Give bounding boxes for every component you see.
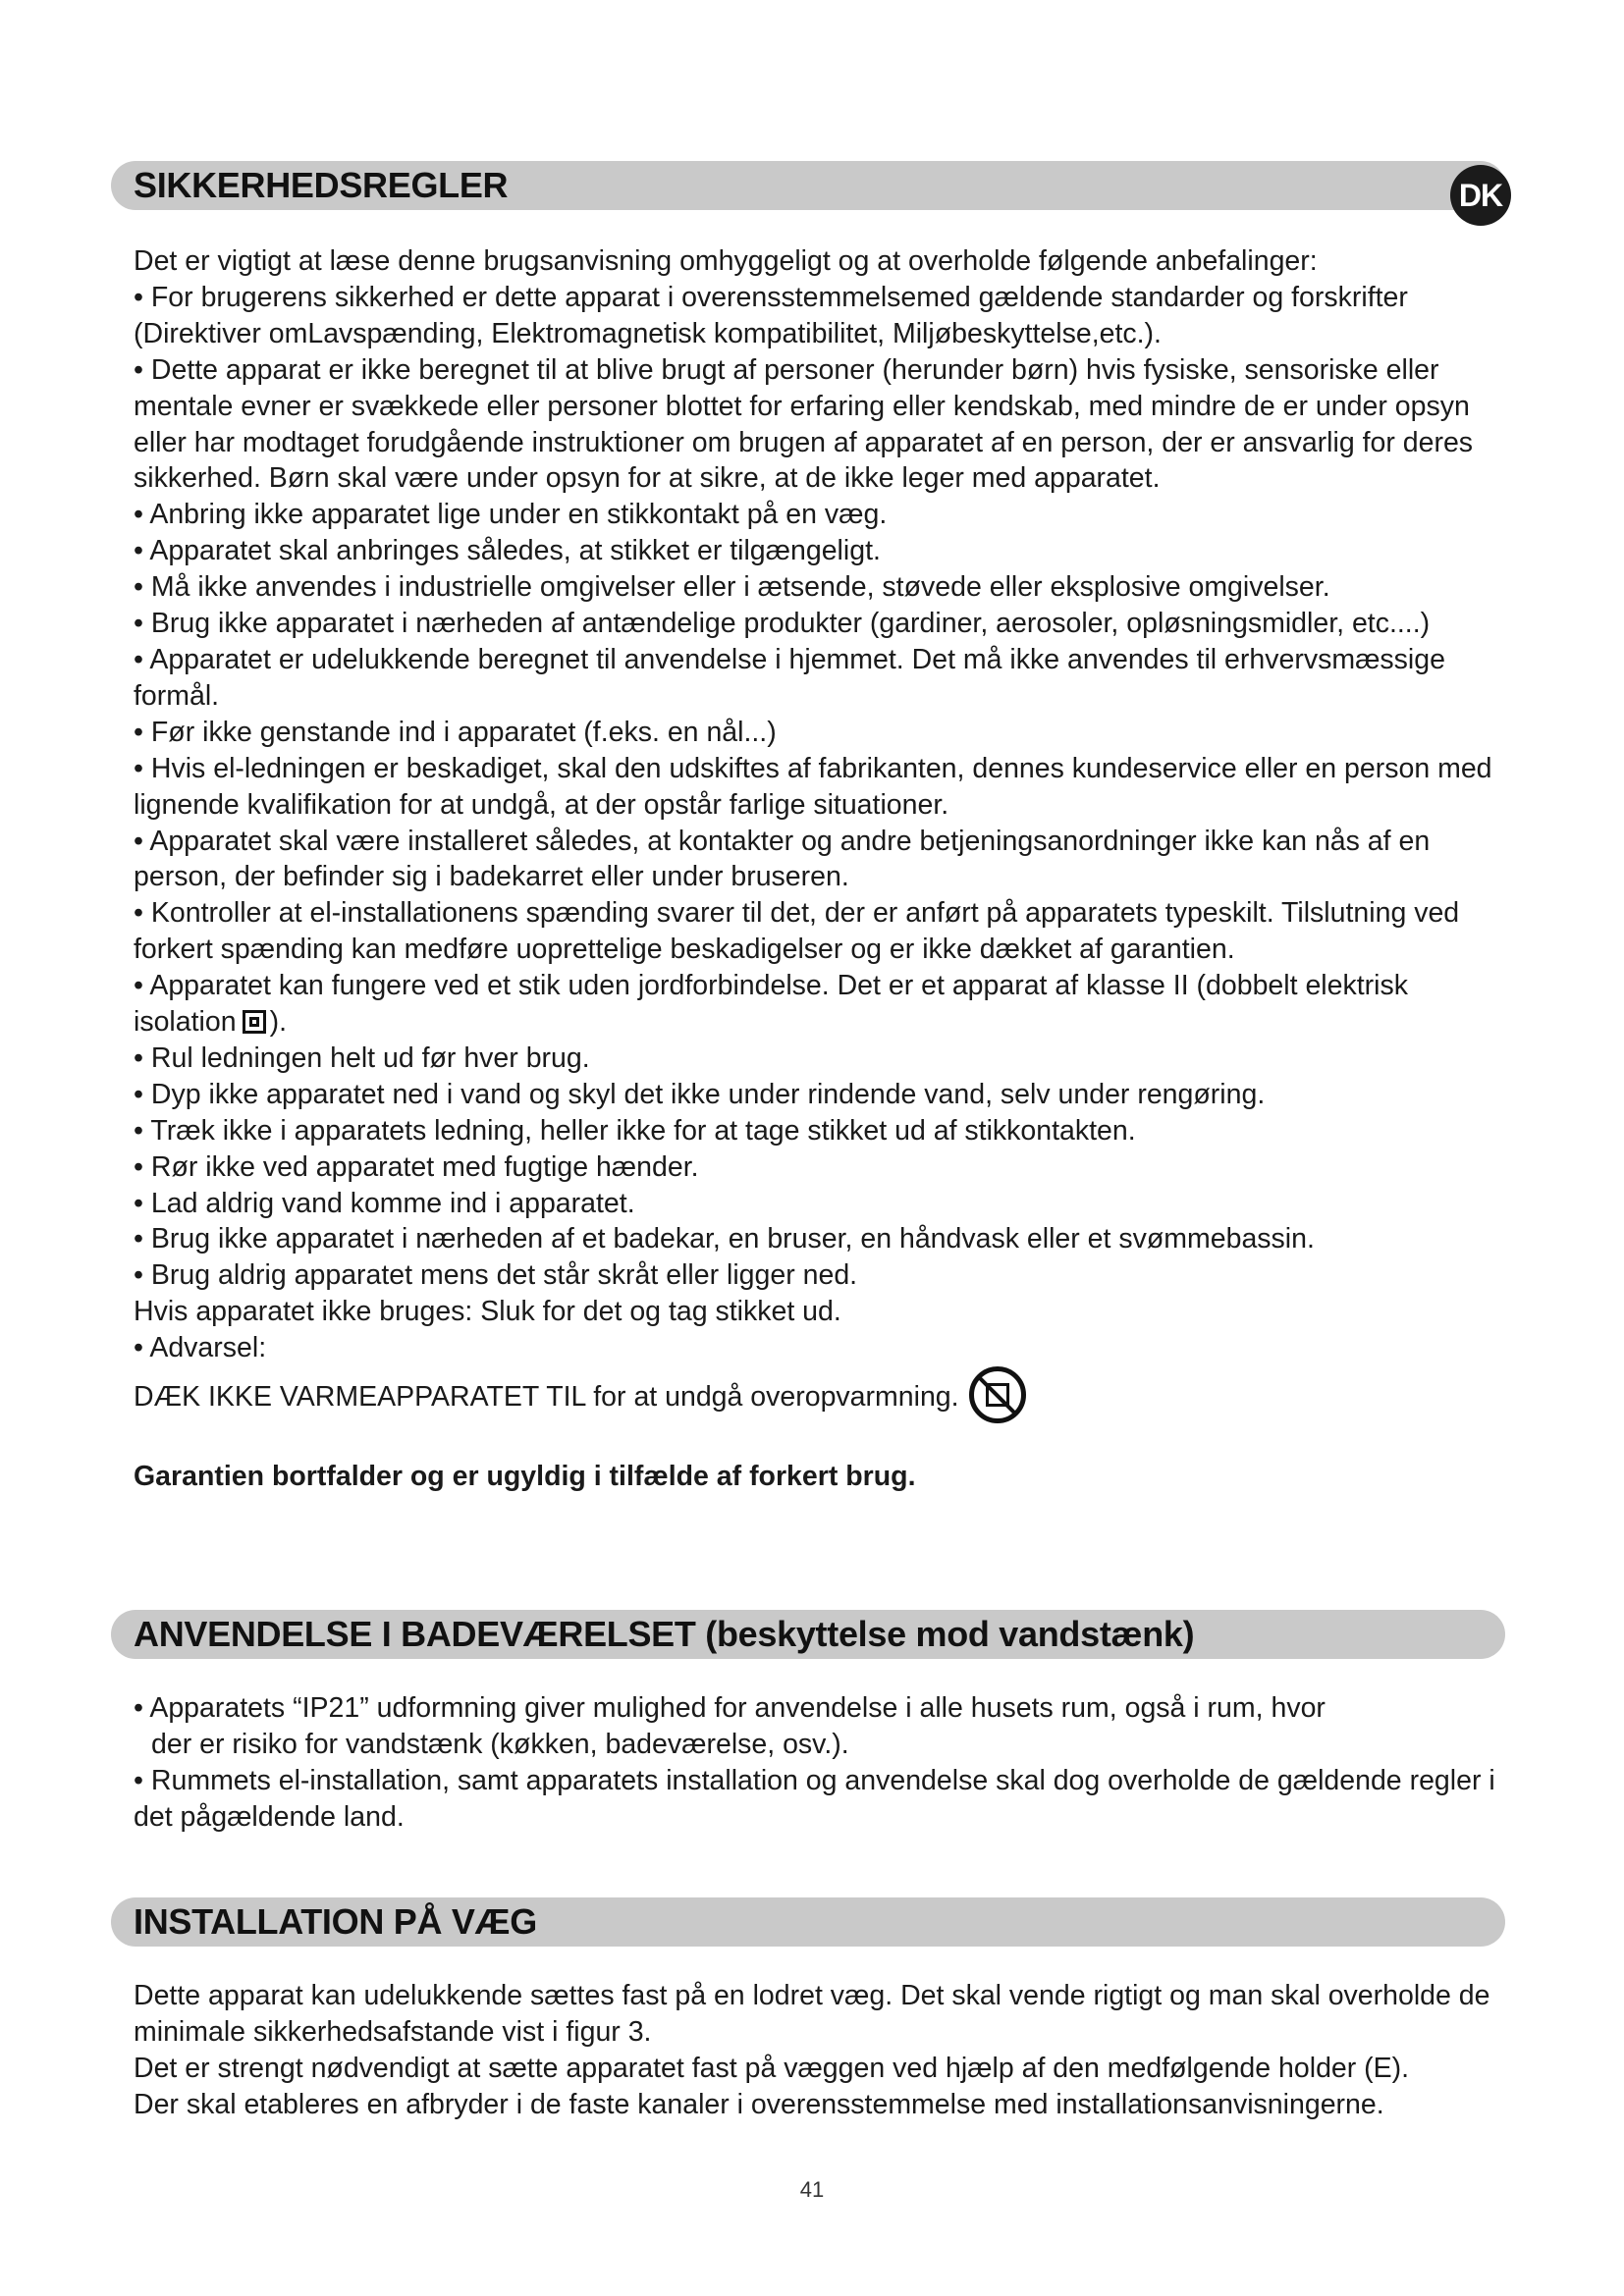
- safety-text: [134, 243, 1508, 1495]
- paragraph: • Lad aldrig vand komme ind i apparatet.: [134, 1187, 635, 1219]
- paragraph: • Træk ikke i apparatets ledning, heller ikke for at tage stikket ud af stikkontakten.: [134, 1114, 1136, 1147]
- section-title: [134, 1614, 1194, 1655]
- bathroom-text: [134, 1690, 1508, 1836]
- warning-paragraph: [134, 1366, 1508, 1423]
- class-ii-close: ).: [269, 1006, 287, 1039]
- paragraph: • Dyp ikke apparatet ned i vand og skyl det ikke under rindende vand, selv under rengøring.: [134, 1078, 1266, 1110]
- paragraph: • Kontroller at el-installationens spænding svarer til det, der er anført på apparatets typeskilt. Tilslutning ved forkert spænding kan medføre uoprettelige beskadigelser og er ikke dækket af garantien.: [134, 897, 1460, 966]
- section-title: SIKKERHEDSREGLER: [134, 165, 509, 205]
- section-title: INSTALLATION PÅ VÆG: [134, 1901, 537, 1942]
- paragraph: Hvis apparatet ikke bruges: Sluk for det og tag stikket ud.: [134, 1296, 841, 1328]
- paragraph: • Brug aldrig apparatet mens det står skråt eller ligger ned.: [134, 1259, 858, 1292]
- warning-text: DÆK IKKE VARMEAPPARATET TIL for at undgå overopvarmning.: [134, 1381, 959, 1414]
- paragraph: der er risiko for vandstænk (køkken, badeværelse, osv.).: [151, 1728, 849, 1760]
- installation-text: [134, 1978, 1508, 2123]
- paragraph: Det er strengt nødvendigt at sætte apparatet fast på væggen ved hjælp af den medfølgende holder (E).: [134, 2052, 1410, 2084]
- paragraph: • Anbring ikke apparatet lige under en stikkontakt på en væg.: [134, 499, 888, 531]
- section-title-main: ANVENDELSE I BADEVÆRELSET: [134, 1614, 696, 1654]
- paragraph: • Brug ikke apparatet i nærheden af et badekar, en bruser, en håndvask eller et svømmebassin.: [134, 1223, 1315, 1255]
- paragraph: • Dette apparat er ikke beregnet til at blive brugt af personer (herunder børn) hvis fysiske, sensoriske eller mentale evner er svækkede eller personer blottet for erfaring eller kendskab, med mindre de er under opsyn eller har modtaget forudgående instruktioner om brugen af apparatet af en person, der er ansvarlig for deres sikkerhed. Børn skal være under opsyn for at sikre, at de ikke leger med apparatet.: [134, 353, 1474, 495]
- paragraph: • Apparatet skal være installeret således, at kontakter og andre betjeningsanordninger ikke kan nås af en person, der befinder sig i badekarret eller under bruseren.: [134, 825, 1431, 893]
- paragraph: • Før ikke genstande ind i apparatet (f.eks. en nål...): [134, 716, 777, 748]
- paragraph: • Apparatets “IP21” udformning giver mulighed for anvendelse i alle husets rum, også i rum, hvor: [134, 1692, 1326, 1724]
- paragraph: • Apparatet er udelukkende beregnet til anvendelse i hjemmet. Det må ikke anvendes til erhvervsmæssige formål.: [134, 643, 1445, 712]
- section-title-sub: (beskyttelse mod vandstænk): [705, 1614, 1195, 1654]
- class-ii-text: • Apparatet kan fungere ved et stik uden jordforbindelse. Det er et apparat af klasse II (dobbelt elektrisk isolation: [134, 970, 1408, 1039]
- paragraph: • Advarsel:: [134, 1332, 267, 1364]
- warranty-note: Garantien bortfalder og er ugyldig i tilfælde af forkert brug.: [134, 1461, 916, 1493]
- section-header-safety: [111, 161, 1505, 210]
- paragraph: • Hvis el-ledningen er beskadiget, skal den udskiftes af fabrikanten, dennes kundeservice eller en person med lignende kvalifikation for at undgå, at der opstår farlige situationer.: [134, 752, 1492, 821]
- do-not-cover-icon: [969, 1366, 1026, 1423]
- section-header-bathroom: [111, 1610, 1505, 1659]
- paragraph: • Må ikke anvendes i industrielle omgivelser eller i ætsende, støvede eller eksplosive omgivelser.: [134, 571, 1330, 604]
- paragraph: • Apparatet skal anbringes således, at stikket er tilgængeligt.: [134, 535, 881, 567]
- paragraph: • For brugerens sikkerhed er dette apparat i overensstemmelsemed gældende standarder og forskrifter (Direktiver omLavspænding, Elektromagnetisk kompatibilitet, Miljøbeskyttelse,etc.).: [134, 281, 1408, 349]
- paragraph: Der skal etableres en afbryder i de faste kanaler i overensstemmelse med installationsanvisningerne.: [134, 2088, 1384, 2120]
- paragraph: • Brug ikke apparatet i nærheden af antændelige produkter (gardiner, aerosoler, opløsningsmidler, etc....): [134, 608, 1431, 640]
- language-badge: DK: [1450, 165, 1511, 226]
- paragraph: • Rummets el-installation, samt apparatets installation og anvendelse skal dog overholde de gældende regler i det pågældende land.: [134, 1764, 1495, 1833]
- paragraph: Dette apparat kan udelukkende sættes fast på en lodret væg. Det skal vende rigtigt og man skal overholde de minimale sikkerhedsafstande vist i figur 3.: [134, 1980, 1490, 2048]
- section-header-installation: [111, 1897, 1505, 1947]
- paragraph-class-ii: [134, 968, 1508, 1041]
- paragraph: • Rul ledningen helt ud før hver brug.: [134, 1041, 590, 1074]
- page-number: 41: [799, 2177, 825, 2202]
- paragraph: • Rør ikke ved apparatet med fugtige hænder.: [134, 1150, 699, 1183]
- paragraph: Det er vigtigt at læse denne brugsanvisning omhyggeligt og at overholde følgende anbefalinger:: [134, 245, 1318, 277]
- double-insulation-icon: [243, 1010, 266, 1034]
